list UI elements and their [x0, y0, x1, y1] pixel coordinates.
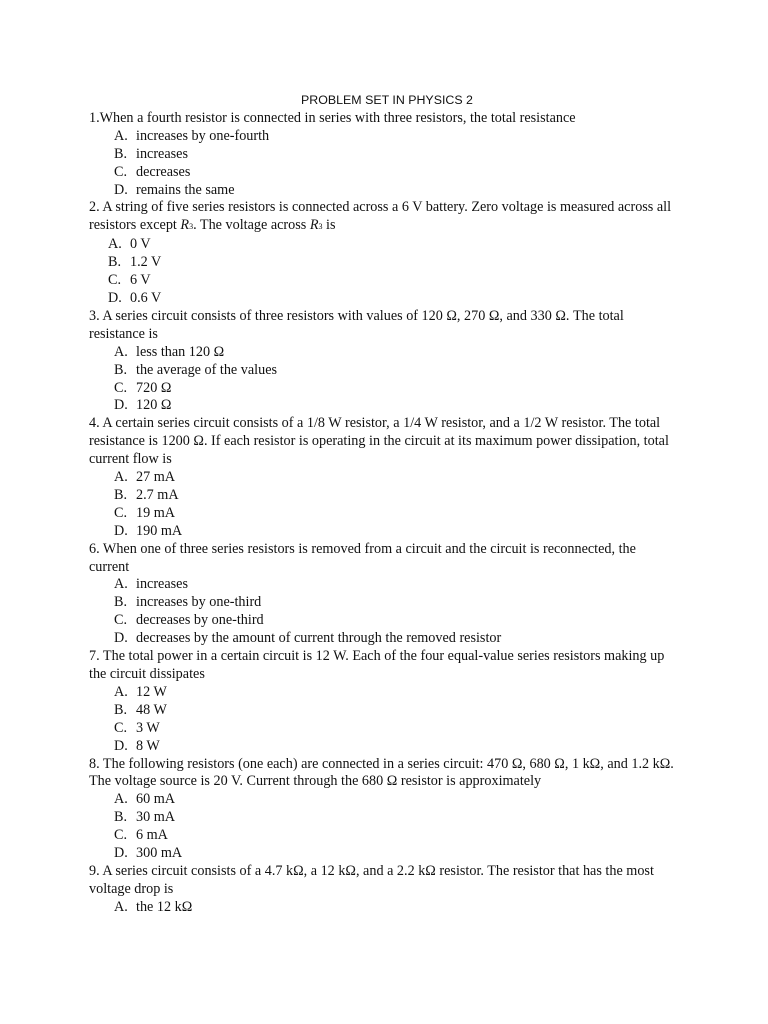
option-c	[89, 505, 679, 523]
option-c	[89, 380, 679, 398]
option-letter: B.	[114, 809, 128, 826]
option-letter: D.	[114, 737, 128, 754]
option-text: 6 V	[130, 272, 151, 289]
option-text: increases	[136, 145, 188, 162]
question-stem: 8. The following resistors (one each) are connected in a series circuit: 470 Ω, 680 Ω, 1 kΩ, and 1.2 kΩ. The voltage source is 20 V. Current through the 680 Ω resistor is approximately	[89, 755, 674, 790]
option-letter: C.	[114, 504, 128, 521]
option-letter: C.	[114, 163, 128, 180]
option-text: 30 mA	[136, 809, 176, 826]
subscript: 3	[318, 222, 323, 232]
option-b	[89, 254, 679, 272]
option-a	[89, 791, 679, 809]
option-list	[89, 236, 679, 308]
option-b	[89, 487, 679, 505]
option-letter: B.	[114, 486, 128, 503]
option-text: 19 mA	[136, 504, 176, 521]
option-letter: D.	[114, 845, 128, 862]
option-text: 300 mA	[136, 845, 183, 862]
option-c	[89, 720, 679, 738]
question-stem: 1.When a fourth resistor is connected in series with three resistors, the total resistance	[89, 109, 576, 126]
option-b	[89, 809, 679, 827]
resistor-symbol: R	[180, 217, 190, 234]
option-a	[89, 469, 679, 487]
question-3	[89, 308, 679, 415]
option-letter: D.	[108, 289, 122, 306]
option-c	[89, 612, 679, 630]
option-a	[89, 684, 679, 702]
option-text: 190 mA	[136, 522, 183, 539]
option-letter: A.	[114, 576, 128, 593]
option-b	[89, 146, 679, 164]
option-letter: B.	[114, 594, 128, 611]
option-letter: C.	[108, 272, 122, 289]
option-text: 0 V	[130, 236, 151, 253]
option-text: 2.7 mA	[136, 486, 179, 503]
option-list	[89, 469, 679, 541]
option-text: 3 W	[136, 719, 160, 736]
option-text: the 12 kΩ	[136, 898, 193, 915]
option-text: 12 W	[136, 683, 167, 700]
question-stem: 3. A series circuit consists of three resistors with values of 120 Ω, 270 Ω, and 330 Ω. The total resistance is	[89, 307, 624, 342]
option-a	[89, 576, 679, 594]
option-letter: B.	[114, 361, 128, 378]
option-text: increases by one-third	[136, 594, 262, 611]
option-letter: B.	[108, 254, 122, 271]
option-d	[89, 182, 679, 200]
question-2	[89, 199, 679, 307]
option-letter: A.	[114, 469, 128, 486]
question-9	[89, 863, 679, 917]
option-list	[89, 899, 679, 917]
subscript: 3	[189, 222, 194, 232]
option-a	[89, 128, 679, 146]
stem-text: . The voltage across	[193, 217, 310, 234]
option-text: 720 Ω	[136, 379, 172, 396]
option-letter: D.	[114, 397, 128, 414]
option-letter: D.	[114, 630, 128, 647]
option-text: decreases	[136, 163, 191, 180]
option-d	[89, 523, 679, 541]
option-text: 1.2 V	[130, 254, 162, 271]
question-6	[89, 541, 679, 648]
option-d	[89, 397, 679, 415]
option-d	[89, 845, 679, 863]
option-text: 120 Ω	[136, 397, 172, 414]
option-a	[89, 899, 679, 917]
option-letter: A.	[114, 791, 128, 808]
option-text: remains the same	[136, 181, 235, 198]
option-d	[89, 290, 679, 308]
resistor-symbol: R	[309, 217, 319, 234]
stem-text: is	[322, 217, 336, 234]
option-c	[89, 827, 679, 845]
option-letter: D.	[114, 522, 128, 539]
option-letter: D.	[114, 181, 128, 198]
option-letter: A.	[114, 683, 128, 700]
option-text: decreases by one-third	[136, 612, 264, 629]
question-8	[89, 756, 679, 863]
option-text: the average of the values	[136, 361, 278, 378]
option-a	[89, 344, 679, 362]
option-a	[89, 236, 679, 254]
option-text: 8 W	[136, 737, 160, 754]
option-text: increases by one-fourth	[136, 127, 270, 144]
option-letter: A.	[114, 343, 128, 360]
option-text: 48 W	[136, 701, 167, 718]
option-text: less than 120 Ω	[136, 343, 225, 360]
option-d	[89, 630, 679, 648]
option-letter: A.	[114, 127, 128, 144]
option-text: increases	[136, 576, 188, 593]
option-letter: A.	[114, 898, 128, 915]
option-d	[89, 738, 679, 756]
option-b	[89, 362, 679, 380]
option-letter: B.	[114, 701, 128, 718]
option-b	[89, 594, 679, 612]
option-list	[89, 344, 679, 416]
option-list	[89, 576, 679, 648]
option-list	[89, 684, 679, 756]
option-letter: C.	[114, 827, 128, 844]
option-text: 0.6 V	[130, 289, 162, 306]
option-text: 6 mA	[136, 827, 168, 844]
option-text: decreases by the amount of current through the removed resistor	[136, 630, 502, 647]
option-c	[89, 272, 679, 290]
option-letter: C.	[114, 612, 128, 629]
option-letter: A.	[108, 236, 122, 253]
option-b	[89, 702, 679, 720]
page-title: PROBLEM SET IN PHYSICS 2	[301, 93, 473, 107]
question-stem: 6. When one of three series resistors is removed from a circuit and the circuit is reconnected, the current	[89, 540, 636, 575]
document-page	[89, 92, 679, 917]
question-7	[89, 648, 679, 755]
option-c	[89, 164, 679, 182]
question-stem: 9. A series circuit consists of a 4.7 kΩ, a 12 kΩ, and a 2.2 kΩ resistor. The resistor that has the most voltage drop is	[89, 862, 654, 897]
option-list	[89, 128, 679, 200]
option-list	[89, 791, 679, 863]
option-text: 60 mA	[136, 791, 176, 808]
stem-text: 2. A string of five series resistors is connected across a 6 V battery. Zero voltage is measured across all resistors except	[89, 199, 672, 234]
question-stem: 4. A certain series circuit consists of a 1/8 W resistor, a 1/4 W resistor, and a 1/2 W resistor. The total resistance is 1200 Ω. If each resistor is operating in the circuit at its maximum power dissipation, total current flow is	[89, 415, 669, 468]
option-letter: B.	[114, 145, 128, 162]
option-letter: C.	[114, 379, 128, 396]
question-1	[89, 110, 679, 200]
question-4	[89, 415, 679, 540]
question-stem	[89, 199, 679, 236]
question-stem: 7. The total power in a certain circuit is 12 W. Each of the four equal-value series resistors making up the circuit dissipates	[89, 648, 665, 682]
option-letter: C.	[114, 719, 128, 736]
option-text: 27 mA	[136, 469, 176, 486]
